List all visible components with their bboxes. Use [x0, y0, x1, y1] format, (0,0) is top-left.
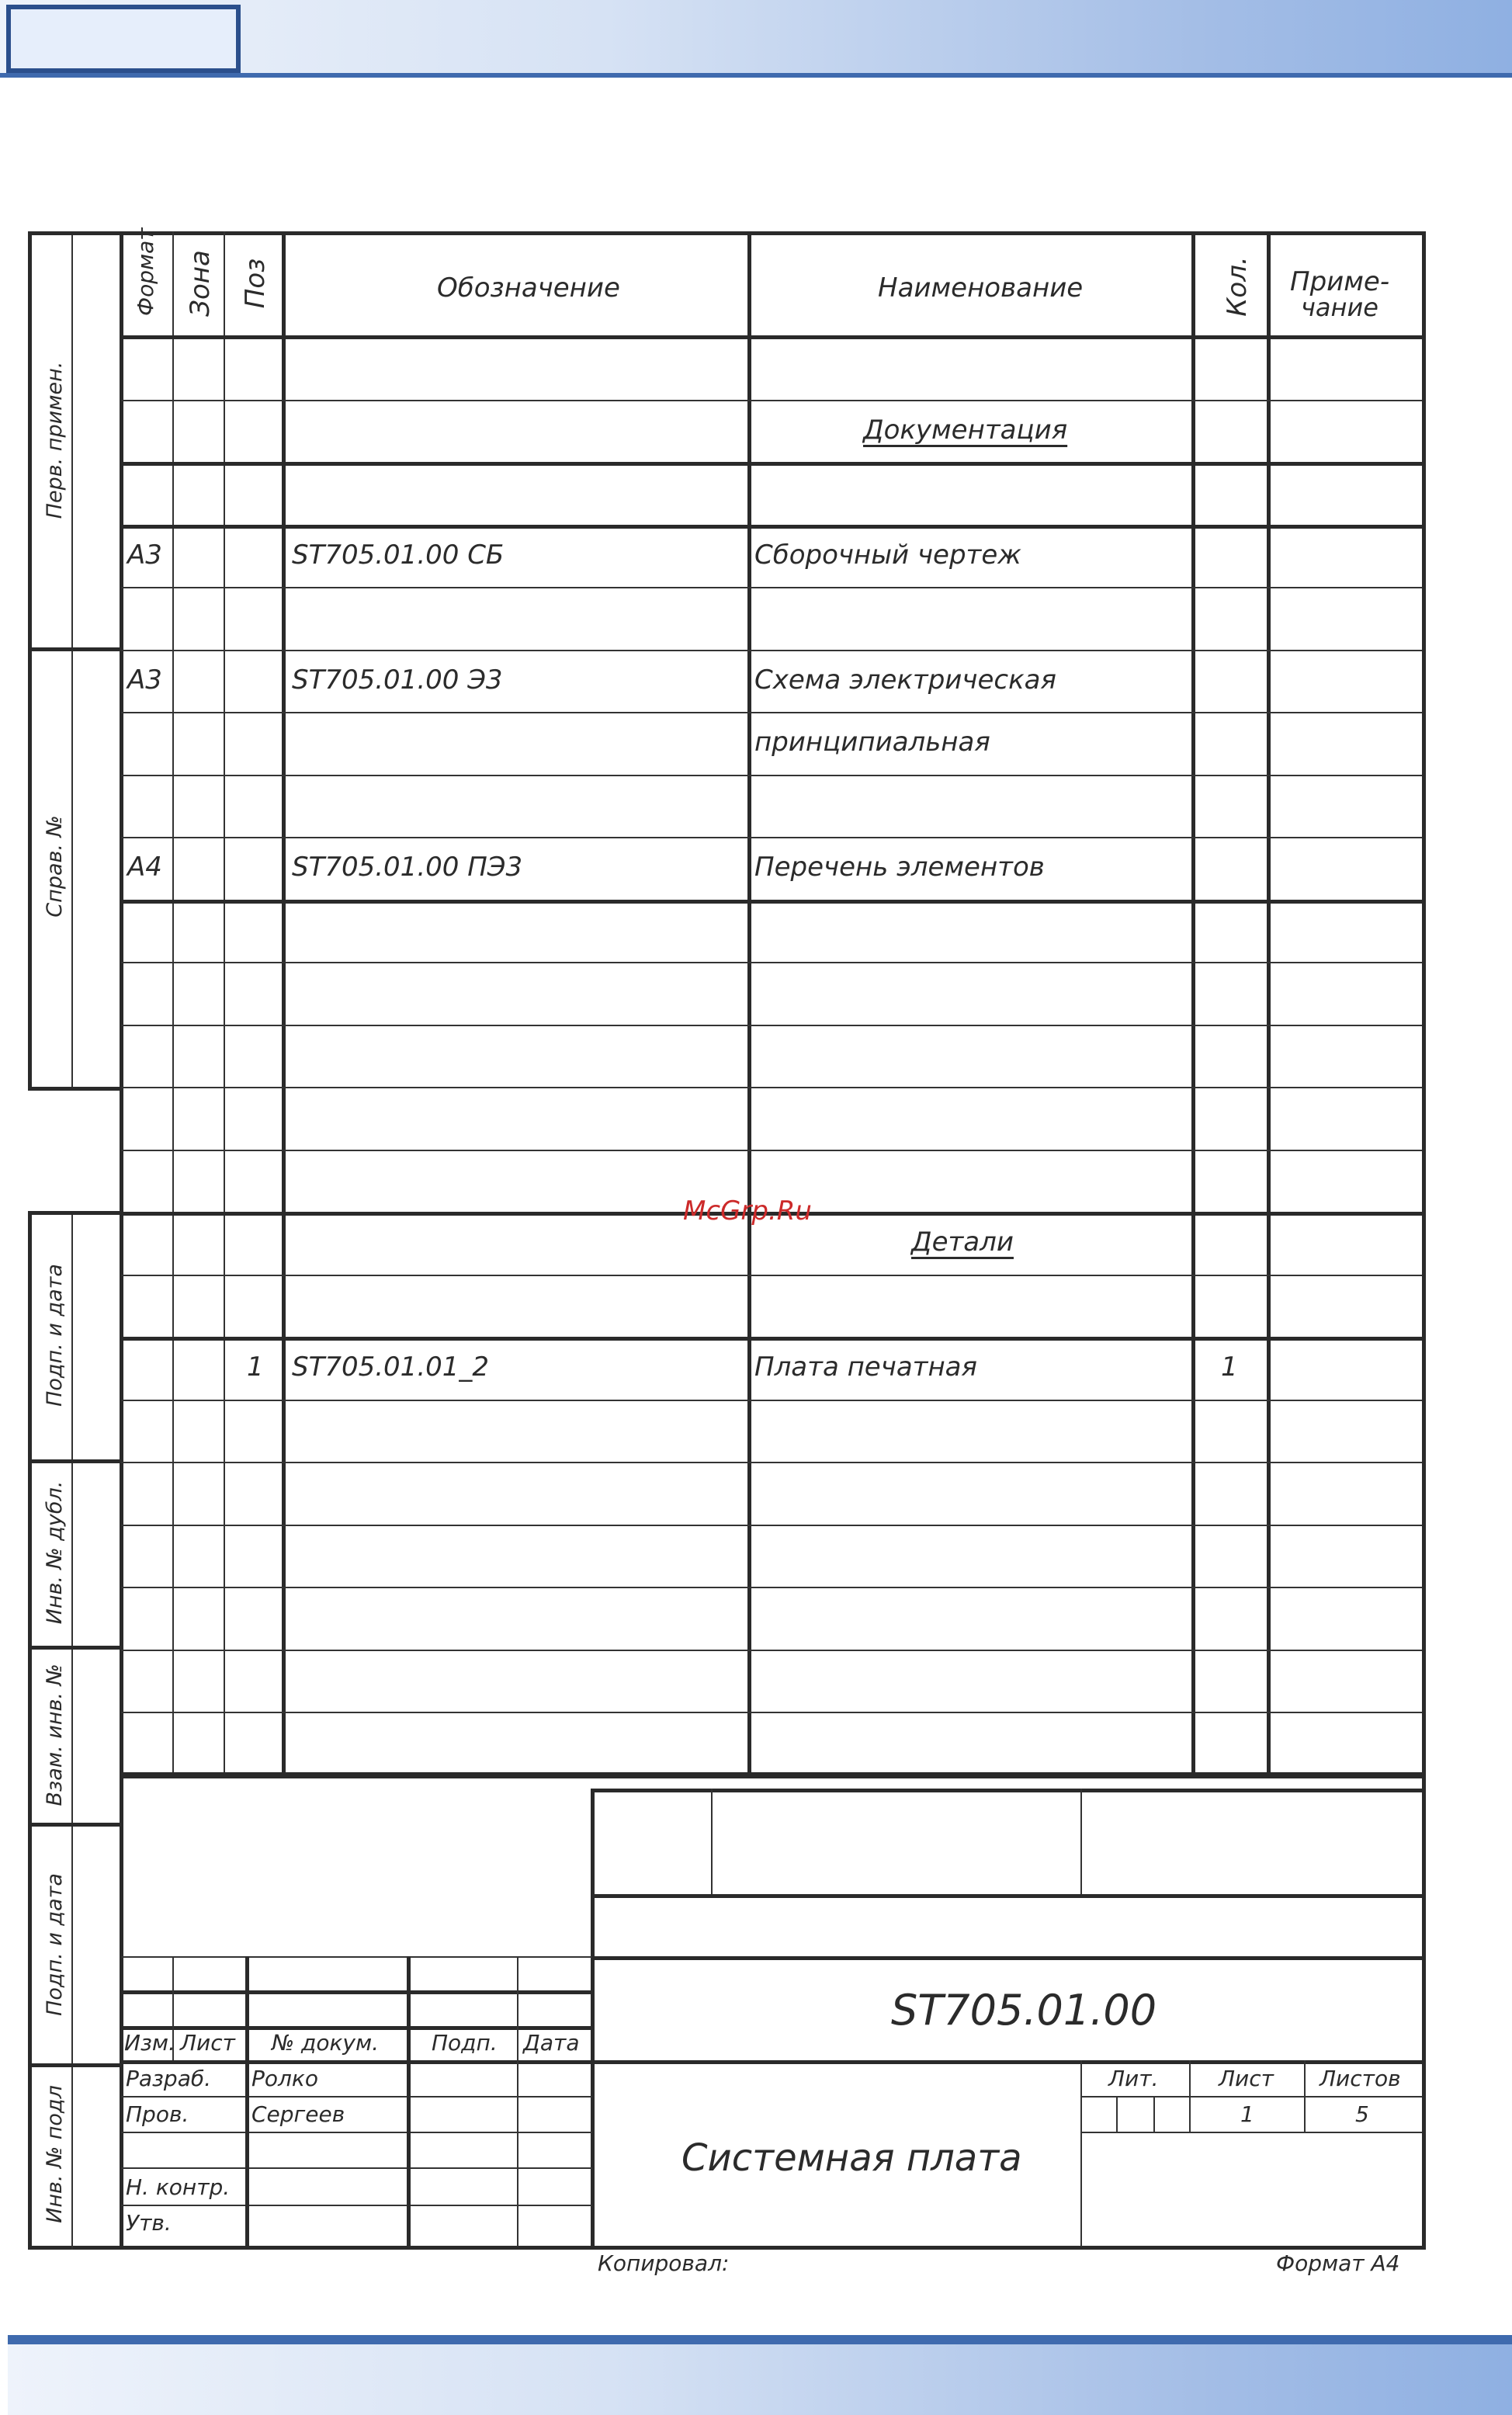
- header-format: Формат: [133, 227, 158, 316]
- tb-doc-title: Системная плата: [681, 2136, 1022, 2180]
- row-line: [121, 837, 1422, 838]
- side-strip-divider-5: [28, 1823, 121, 1827]
- cell-format: А4: [127, 852, 162, 883]
- side-label-sprav: Справ. №: [43, 815, 67, 918]
- tb-lit-line-2: [1080, 2132, 1422, 2133]
- tb-left-line-b: [121, 1990, 592, 1994]
- cell-name: принципиальная: [754, 727, 990, 758]
- side-strip-outer-bottom: [28, 1211, 32, 2250]
- header-qty: Кол.: [1222, 256, 1253, 317]
- row-line: [121, 962, 1422, 963]
- cell-name: Перечень элементов: [754, 852, 1045, 883]
- row-line: [121, 1337, 1422, 1341]
- cell-designation: ST705.01.00 Э3: [292, 664, 503, 696]
- tb-col-list: [245, 1956, 249, 2247]
- row-line: [121, 1400, 1422, 1401]
- row-line: [121, 775, 1422, 776]
- row-line: [121, 900, 1422, 904]
- row-line: [121, 525, 1422, 529]
- row-line: [121, 587, 1422, 588]
- footer-format: Формат А4: [1276, 2250, 1400, 2276]
- row-line: [121, 1275, 1422, 1276]
- cell-name: Сборочный чертеж: [754, 539, 1021, 571]
- tb-left-line: [591, 1789, 595, 2247]
- side-label-podp-data-1: Подп. и дата: [43, 1264, 67, 1407]
- cell-name: Детали: [911, 1227, 1014, 1258]
- side-strip-divider-4: [28, 1646, 121, 1650]
- tb-nkontr-label: Н. контр.: [126, 2174, 231, 2200]
- row-line: [121, 1150, 1422, 1151]
- row-line: [121, 1025, 1422, 1026]
- tb-lit-left: [1080, 2060, 1082, 2247]
- cell-designation: ST705.01.01_2: [292, 1351, 490, 1383]
- tb-left-line-d: [121, 2096, 592, 2098]
- cell-name: Плата печатная: [754, 1351, 977, 1383]
- row-line: [121, 712, 1422, 713]
- frame-top-border: [121, 231, 1422, 235]
- side-strip-divider-1: [28, 647, 121, 651]
- header-designation: Обозначение: [437, 272, 620, 304]
- top-banner: [0, 0, 1512, 78]
- row-line: [121, 1087, 1422, 1088]
- row-line: [121, 1525, 1422, 1526]
- tb-razrab-label: Разраб.: [126, 2066, 212, 2091]
- row-line: [121, 650, 1422, 651]
- tb-col-doc: [407, 1956, 411, 2247]
- tb-lit-line-1: [1080, 2096, 1422, 2098]
- tb-sheet-label: Лист: [1219, 2066, 1274, 2091]
- cell-designation: ST705.01.00 СБ: [292, 539, 505, 571]
- watermark: McGrp.Ru: [683, 1195, 812, 1227]
- tb-sheets-label: Листов: [1320, 2066, 1401, 2091]
- row-line: [121, 1587, 1422, 1588]
- tb-prov-name: Сергеев: [251, 2101, 345, 2127]
- tb-izm-label: Изм.: [124, 2030, 175, 2056]
- tb-sheets-value: 5: [1355, 2101, 1369, 2127]
- tb-sheet-value: 1: [1240, 2101, 1254, 2127]
- cell-designation: ST705.01.00 ПЭ3: [292, 852, 523, 883]
- side-strip-divider-2: [28, 1211, 121, 1215]
- side-label-podp-data-2: Подп. и дата: [43, 1873, 67, 2016]
- footer-copied: Копировал:: [598, 2250, 730, 2276]
- tb-line-2: [592, 1894, 1424, 1898]
- cell-format: А3: [127, 664, 162, 696]
- tb-upper-div-2: [1080, 1789, 1082, 1896]
- tb-lit-sub-1: [1116, 2096, 1118, 2132]
- side-strip-inner-top: [71, 231, 73, 1089]
- row-line: [121, 1650, 1422, 1651]
- header-name: Наименование: [878, 272, 1084, 304]
- tb-lit-sub-3: [1189, 2060, 1191, 2132]
- tb-lit-sub-4: [1304, 2060, 1306, 2132]
- header-note-line1: Приме-: [1290, 266, 1390, 297]
- tb-left-line-g: [121, 2205, 592, 2206]
- tb-lit-label: Лит.: [1108, 2066, 1159, 2091]
- tb-left-line-e: [121, 2132, 592, 2133]
- tb-upper-div-1: [711, 1789, 713, 1896]
- cell-format: А3: [127, 539, 162, 571]
- header-bottom-line: [121, 335, 1422, 339]
- row-line: [121, 1775, 1422, 1778]
- row-line: [121, 1462, 1422, 1463]
- side-strip-divider-3: [28, 1459, 121, 1463]
- side-strip-outer-top: [28, 231, 32, 1089]
- header-note-line2: чание: [1301, 293, 1378, 322]
- frame-left-border: [120, 231, 123, 2250]
- side-label-inv-dubl: Инв. № дубл.: [43, 1480, 67, 1625]
- header-zone: Зона: [185, 250, 216, 317]
- tb-doc-code: ST705.01.00: [891, 1986, 1157, 2035]
- tb-razrab-name: Ролко: [251, 2066, 318, 2091]
- top-banner-box: [6, 5, 241, 73]
- side-strip-bottom-top: [28, 1087, 121, 1091]
- side-strip-divider-6: [28, 2063, 121, 2067]
- cell-qty: 1: [1221, 1351, 1238, 1383]
- side-label-vzam-inv: Взам. инв. №: [43, 1664, 67, 1806]
- tb-top-line: [592, 1789, 1424, 1792]
- tb-line-4: [121, 2060, 1424, 2064]
- side-label-perv-primen: Перв. примен.: [43, 361, 67, 519]
- tb-list-label: Лист: [180, 2030, 235, 2056]
- row-line: [121, 1712, 1422, 1713]
- side-strip-inner-bottom: [71, 1211, 73, 2250]
- bottom-banner: [8, 2335, 1512, 2415]
- cell-name: Документация: [863, 414, 1068, 446]
- tb-left-line-a: [121, 1956, 592, 1958]
- header-pos: Поз: [240, 258, 271, 309]
- frame-bottom-border: [28, 2246, 1426, 2250]
- tb-podp-label: Подп.: [432, 2030, 498, 2056]
- tb-doc-label: № докум.: [272, 2030, 380, 2056]
- frame-right-border: [1422, 231, 1426, 2250]
- side-label-inv-podl: Инв. № подл: [43, 2085, 67, 2223]
- tb-line-3: [592, 1956, 1424, 1960]
- row-line: [121, 400, 1422, 401]
- tb-left-line-f: [121, 2167, 592, 2169]
- side-strip-top: [28, 231, 121, 235]
- tb-lit-sub-2: [1153, 2096, 1155, 2132]
- tb-prov-label: Пров.: [126, 2101, 189, 2127]
- row-line: [121, 462, 1422, 466]
- tb-data-label: Дата: [523, 2030, 580, 2056]
- cell-pos: 1: [247, 1351, 264, 1383]
- tb-col-podp: [517, 1956, 518, 2247]
- cell-name: Схема электрическая: [754, 664, 1056, 696]
- tb-utv-label: Утв.: [126, 2210, 172, 2236]
